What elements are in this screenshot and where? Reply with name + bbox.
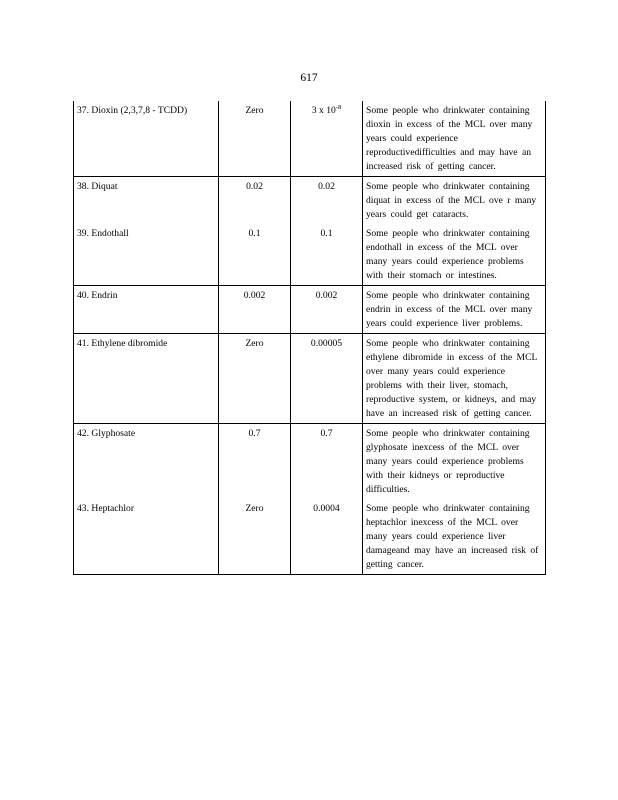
- mclg-value: Zero: [219, 499, 291, 575]
- contaminant-name: 42. Glyphosate: [74, 424, 219, 500]
- mcl-base: 3 x 10: [311, 105, 336, 116]
- health-effect-text: Some people who drinkwater containing glyphosate inexcess of the MCL over many years could experience problems with their kidneys or reproductive difficulties.: [366, 428, 535, 495]
- mcl-value: 0.002: [291, 286, 363, 334]
- health-effect: [363, 424, 546, 500]
- mcl-value: [291, 101, 363, 177]
- health-effect-text: Some people who drinkwater containing heptachlor inexcess of the MCL over many years could experience liver damageand may have an increased risk of getting cancer.: [366, 503, 543, 570]
- table-row: [74, 177, 546, 225]
- mcl-value: 0.00005: [291, 334, 363, 424]
- health-effect: [363, 286, 546, 334]
- mclg-value: 0.002: [219, 286, 291, 334]
- health-effect: [363, 224, 546, 286]
- table-row: [74, 224, 546, 286]
- health-effect-text: Some people who drinkwater containing dioxin in excess of the MCL over many years could experience reproductivedifficulties and may have an increased risk of getting cancer.: [366, 105, 537, 172]
- health-effect-text: Some people who drinkwater containing diquat in excess of the MCL ove r many years could get cataracts.: [366, 181, 541, 220]
- table-row: [74, 424, 546, 500]
- table-row: [74, 334, 546, 424]
- mcl-exponent: -8: [335, 104, 342, 111]
- health-effect: [363, 177, 546, 225]
- mcl-value: 0.02: [291, 177, 363, 225]
- page-number: 617: [300, 72, 318, 84]
- mcl-value: 0.0004: [291, 499, 363, 575]
- mclg-value: 0.7: [219, 424, 291, 500]
- mclg-value: 0.1: [219, 224, 291, 286]
- health-effect-text: Some people who drinkwater containing endrin in excess of the MCL over many years could experience liver problems.: [366, 290, 537, 329]
- health-effect: [363, 101, 546, 177]
- table-row: [74, 101, 546, 177]
- contaminant-table: [73, 101, 546, 575]
- mclg-value: Zero: [219, 334, 291, 424]
- contaminant-name: 38. Diquat: [74, 177, 219, 225]
- table-row: [74, 499, 546, 575]
- contaminant-name: 37. Dioxin (2,3,7,8 - TCDD): [74, 101, 219, 177]
- mclg-value: 0.02: [219, 177, 291, 225]
- health-effect: [363, 499, 546, 575]
- health-effect: [363, 334, 546, 424]
- mclg-value: Zero: [219, 101, 291, 177]
- table-row: [74, 286, 546, 334]
- contaminant-name: 41. Ethylene dibromide: [74, 334, 219, 424]
- contaminant-name: 40. Endrin: [74, 286, 219, 334]
- health-effect-text: Some people who drinkwater containing ethylene dibromide in excess of the MCL over many years could experience problems with their liver, stomach, reproductive system, or kidneys, and may have an increased risk of getting cancer.: [366, 338, 542, 419]
- contaminant-name: 39. Endothall: [74, 224, 219, 286]
- mcl-value: 0.7: [291, 424, 363, 500]
- health-effect-text: Some people who drinkwater containing endothall in excess of the MCL over many years could experience problems with their stomach or intestines.: [366, 228, 535, 281]
- contaminant-name: 43. Heptachlor: [74, 499, 219, 575]
- mcl-value: 0.1: [291, 224, 363, 286]
